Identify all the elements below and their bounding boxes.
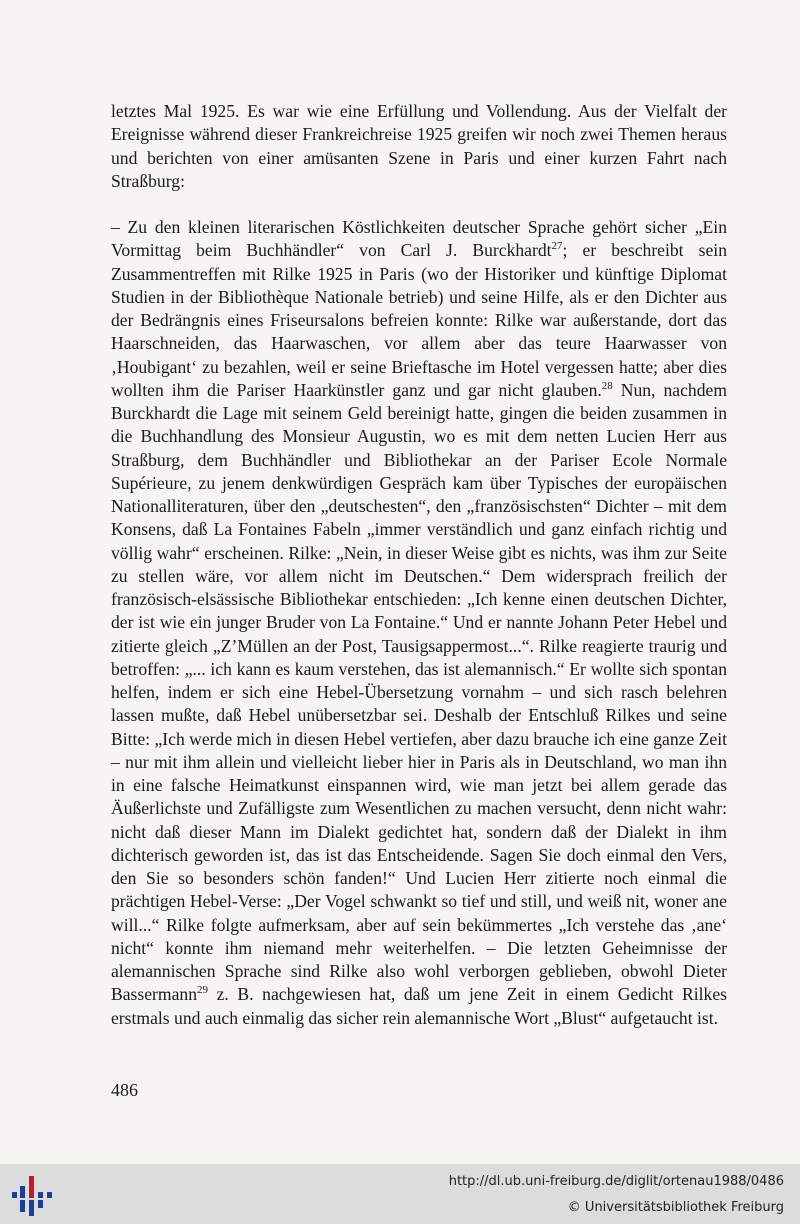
footnote-ref-29[interactable]: 29: [197, 984, 208, 997]
paragraph-2: [111, 216, 727, 1030]
source-url-link[interactable]: http://dl.ub.uni-freiburg.de/diglit/ortenau1988/0486: [448, 1174, 784, 1189]
ub-freiburg-logo-icon: [10, 1172, 54, 1218]
paragraph-2-part-a: – Zu den kleinen literarischen Köstlichkeiten deutscher Sprache gehört sicher „Ein Vormittag beim Buchhändler“ von Carl J. Burckhardt: [111, 217, 727, 261]
paragraph-2-part-b: ; er beschreibt sein Zusammentreffen mit Rilke 1925 in Paris (wo der Historiker und künftige Diplomat Studien in der Bibliothèque Nationale betrieb) und seine Hilfe, als er den Dichter aus der Bedrängnis eines Friseursalons befreien konnte: Rilke war außerstande, dort das Haarschneiden, das Haarwaschen, vor allem aber das teure Haarwasser von ‚Houbigant‘ zu bezahlen, weil er seine Brieftasche im Hotel vergessen hatte; aber dies wollten ihm die Pariser Haarkünstler ganz und gar nicht glauben.: [111, 240, 727, 400]
footnote-ref-28[interactable]: 28: [601, 379, 613, 392]
copyright-notice: © Universitätsbibliothek Freiburg: [567, 1200, 784, 1215]
footnote-ref-27[interactable]: 27: [551, 240, 563, 253]
paragraph-1: letztes Mal 1925. Es war wie eine Erfüllung und Vollendung. Aus der Vielfalt der Ereignisse während dieser Frankreichreise 1925 greifen wir noch zwei Themen heraus und berichten von einer amüsanten Szene in Paris und einer kurzen Fahrt nach Straßburg:: [111, 101, 727, 191]
page-number: 486: [111, 1080, 138, 1100]
body-text: [111, 100, 727, 1030]
footer-bar: [0, 1164, 800, 1224]
paragraph-2-part-c: Nun, nachdem Burckhardt die Lage mit seinem Geld bereinigt hatte, gingen die beiden zusammen in die Buchhandlung des Monsieur Augustin, wo es mit dem netten Lucien Herr aus Straßburg, dem Buchhändler und Bibliothekar an der Pariser Ecole Normale Supérieure, zu jenem denkwürdigen Gespräch kam über Typisches der europäischen Nationalliteraturen, über den „deutschesten“, den „französischsten“ Dichter – mit dem Konsens, daß La Fontaines Fabeln „immer verständlich und ganz einfach richtig und völlig wahr“ erscheinen. Rilke: „Nein, in dieser Weise gibt es nichts, was ihm zur Seite zu stellen wäre, vor allem nicht im Deutschen.“ Dem widersprach freilich der französisch-elsässische Bibliothekar entschieden: „Ich kenne einen deutschen Dichter, der ist wie ein junger Bruder von La Fontaine.“ Und er nannte Johann Peter Hebel und zitierte gleich „Z’Müllen an der Post, Tausigsappermost...“. Rilke reagierte traurig und betroffen: „... ich kann es kaum verstehen, das ist alemannisch.“ Er wollte sich spontan helfen, indem er sich eine Hebel-Übersetzung vornahm – und sich rasch belehren lassen mußte, daß Hebel unübersetzbar sei. Deshalb der Entschluß Rilkes und seine Bitte: „Ich werde mich in diesen Hebel vertiefen, aber dazu brauche ich eine ganze Zeit – nur mit ihm allein und vielleicht lieber hier in Paris als in Deutschland, wo man ihn in eine falsche Heimatkunst einspannen wird, wie man jetzt bei allem gerade das Äußerlichste und Zufälligste zum Wesentlichen zu machen versucht, denn nicht wahr: nicht daß dieser Mann im Dialekt gedichtet hat, sondern daß der Dialekt in ihm dichterisch geworden ist, das ist das Entscheidende. Sagen Sie doch einmal den Vers, den Sie so besonders schön fanden!“ Und Lucien Herr zitierte noch einmal die prächtigen Hebel-Verse: „Der Vogel schwankt so tief und still, und weiß nit, woner ane will...“ Rilke folgte aufmerksam, aber auf sein bekümmertes „Ich verstehe das ‚ane‘ nicht“ konnte ihm niemand mehr weiterhelfen. – Die letzten Geheimnisse der alemannischen Sprache sind Rilke also wohl verborgen geblieben, obwohl Dieter Bassermann: [111, 379, 727, 1005]
paragraph-2-part-d: z. B. nachgewiesen hat, daß um jene Zeit in einem Gedicht Rilkes erstmals und auch einmalig das sicher rein alemannische Wort „Blust“ aufgetaucht ist.: [111, 984, 727, 1028]
